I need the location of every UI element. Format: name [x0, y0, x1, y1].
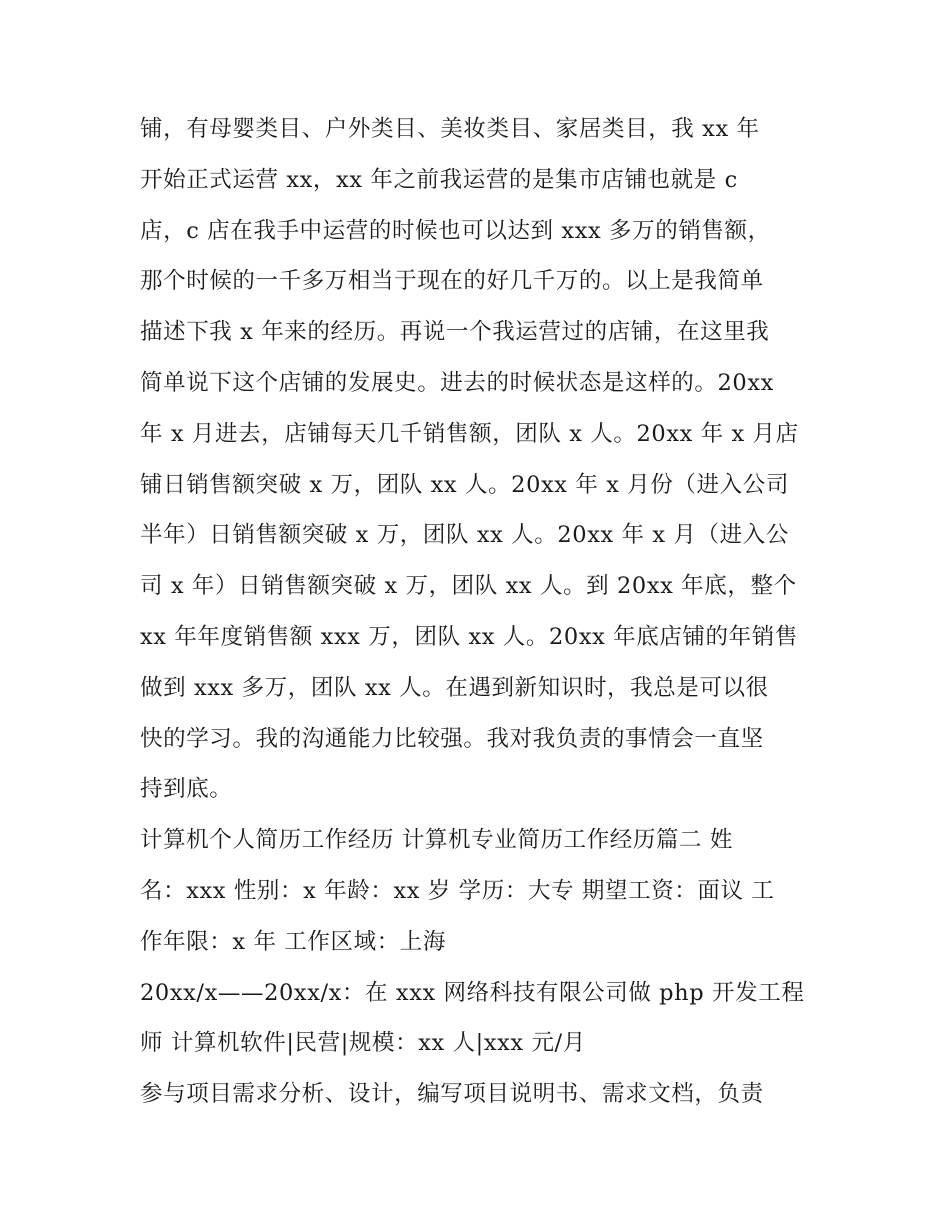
text-line-19: 师 计算机软件|民营|规模：xx 人|xxx 元/月 — [140, 1030, 586, 1057]
text-line-18: 20xx/x——20xx/x：在 xxx 网络科技有限公司做 php 开发工程 — [140, 979, 805, 1006]
text-line-8: 铺日销售额突破 x 万，团队 xx 人。20xx 年 x 月份（进入公司 — [140, 471, 789, 498]
text-line-14: 持到底。 — [140, 776, 233, 803]
text-line-15: 计算机个人简历工作经历 计算机专业简历工作经历篇二 姓 — [140, 827, 734, 854]
text-line-10: 司 x 年）日销售额突破 x 万，团队 xx 人。到 20xx 年底，整个 — [140, 573, 797, 600]
text-line-16: 名：xxx 性别：x 年龄：xx 岁 学历：大专 期望工资：面议 工 — [140, 877, 775, 904]
text-line-11: xx 年年度销售额 xxx 万，团队 xx 人。20xx 年底店铺的年销售 — [140, 623, 798, 650]
text-line-4: 那个时候的一千多万相当于现在的好几千万的。以上是我简单 — [140, 268, 764, 295]
text-line-13: 快的学习。我的沟通能力比较强。我对我负责的事情会一直坚 — [140, 725, 764, 752]
text-line-17: 作年限：x 年 工作区域：上海 — [140, 928, 446, 955]
text-line-20: 参与项目需求分析、设计，编写项目说明书、需求文档，负责 — [140, 1081, 764, 1108]
text-line-6: 简单说下这个店铺的发展史。进去的时候状态是这样的。20xx — [140, 369, 774, 396]
document-body-text — [140, 104, 830, 1120]
text-line-7: 年 x 月进去，店铺每天几千销售额，团队 x 人。20xx 年 x 月店 — [140, 420, 799, 447]
text-line-3: 店，c 店在我手中运营的时候也可以达到 xxx 多万的销售额， — [140, 217, 771, 244]
text-line-2: 开始正式运营 xx，xx 年之前我运营的是集市店铺也就是 c — [140, 166, 738, 193]
text-line-9: 半年）日销售额突破 x 万，团队 xx 人。20xx 年 x 月（进入公 — [140, 522, 789, 549]
text-line-1: 铺，有母婴类目、户外类目、美妆类目、家居类目，我 xx 年 — [140, 116, 760, 142]
text-line-5: 描述下我 x 年来的经历。再说一个我运营过的店铺，在这里我 — [140, 319, 770, 346]
text-line-12: 做到 xxx 多万，团队 xx 人。在遇到新知识时，我总是可以很 — [140, 674, 769, 701]
